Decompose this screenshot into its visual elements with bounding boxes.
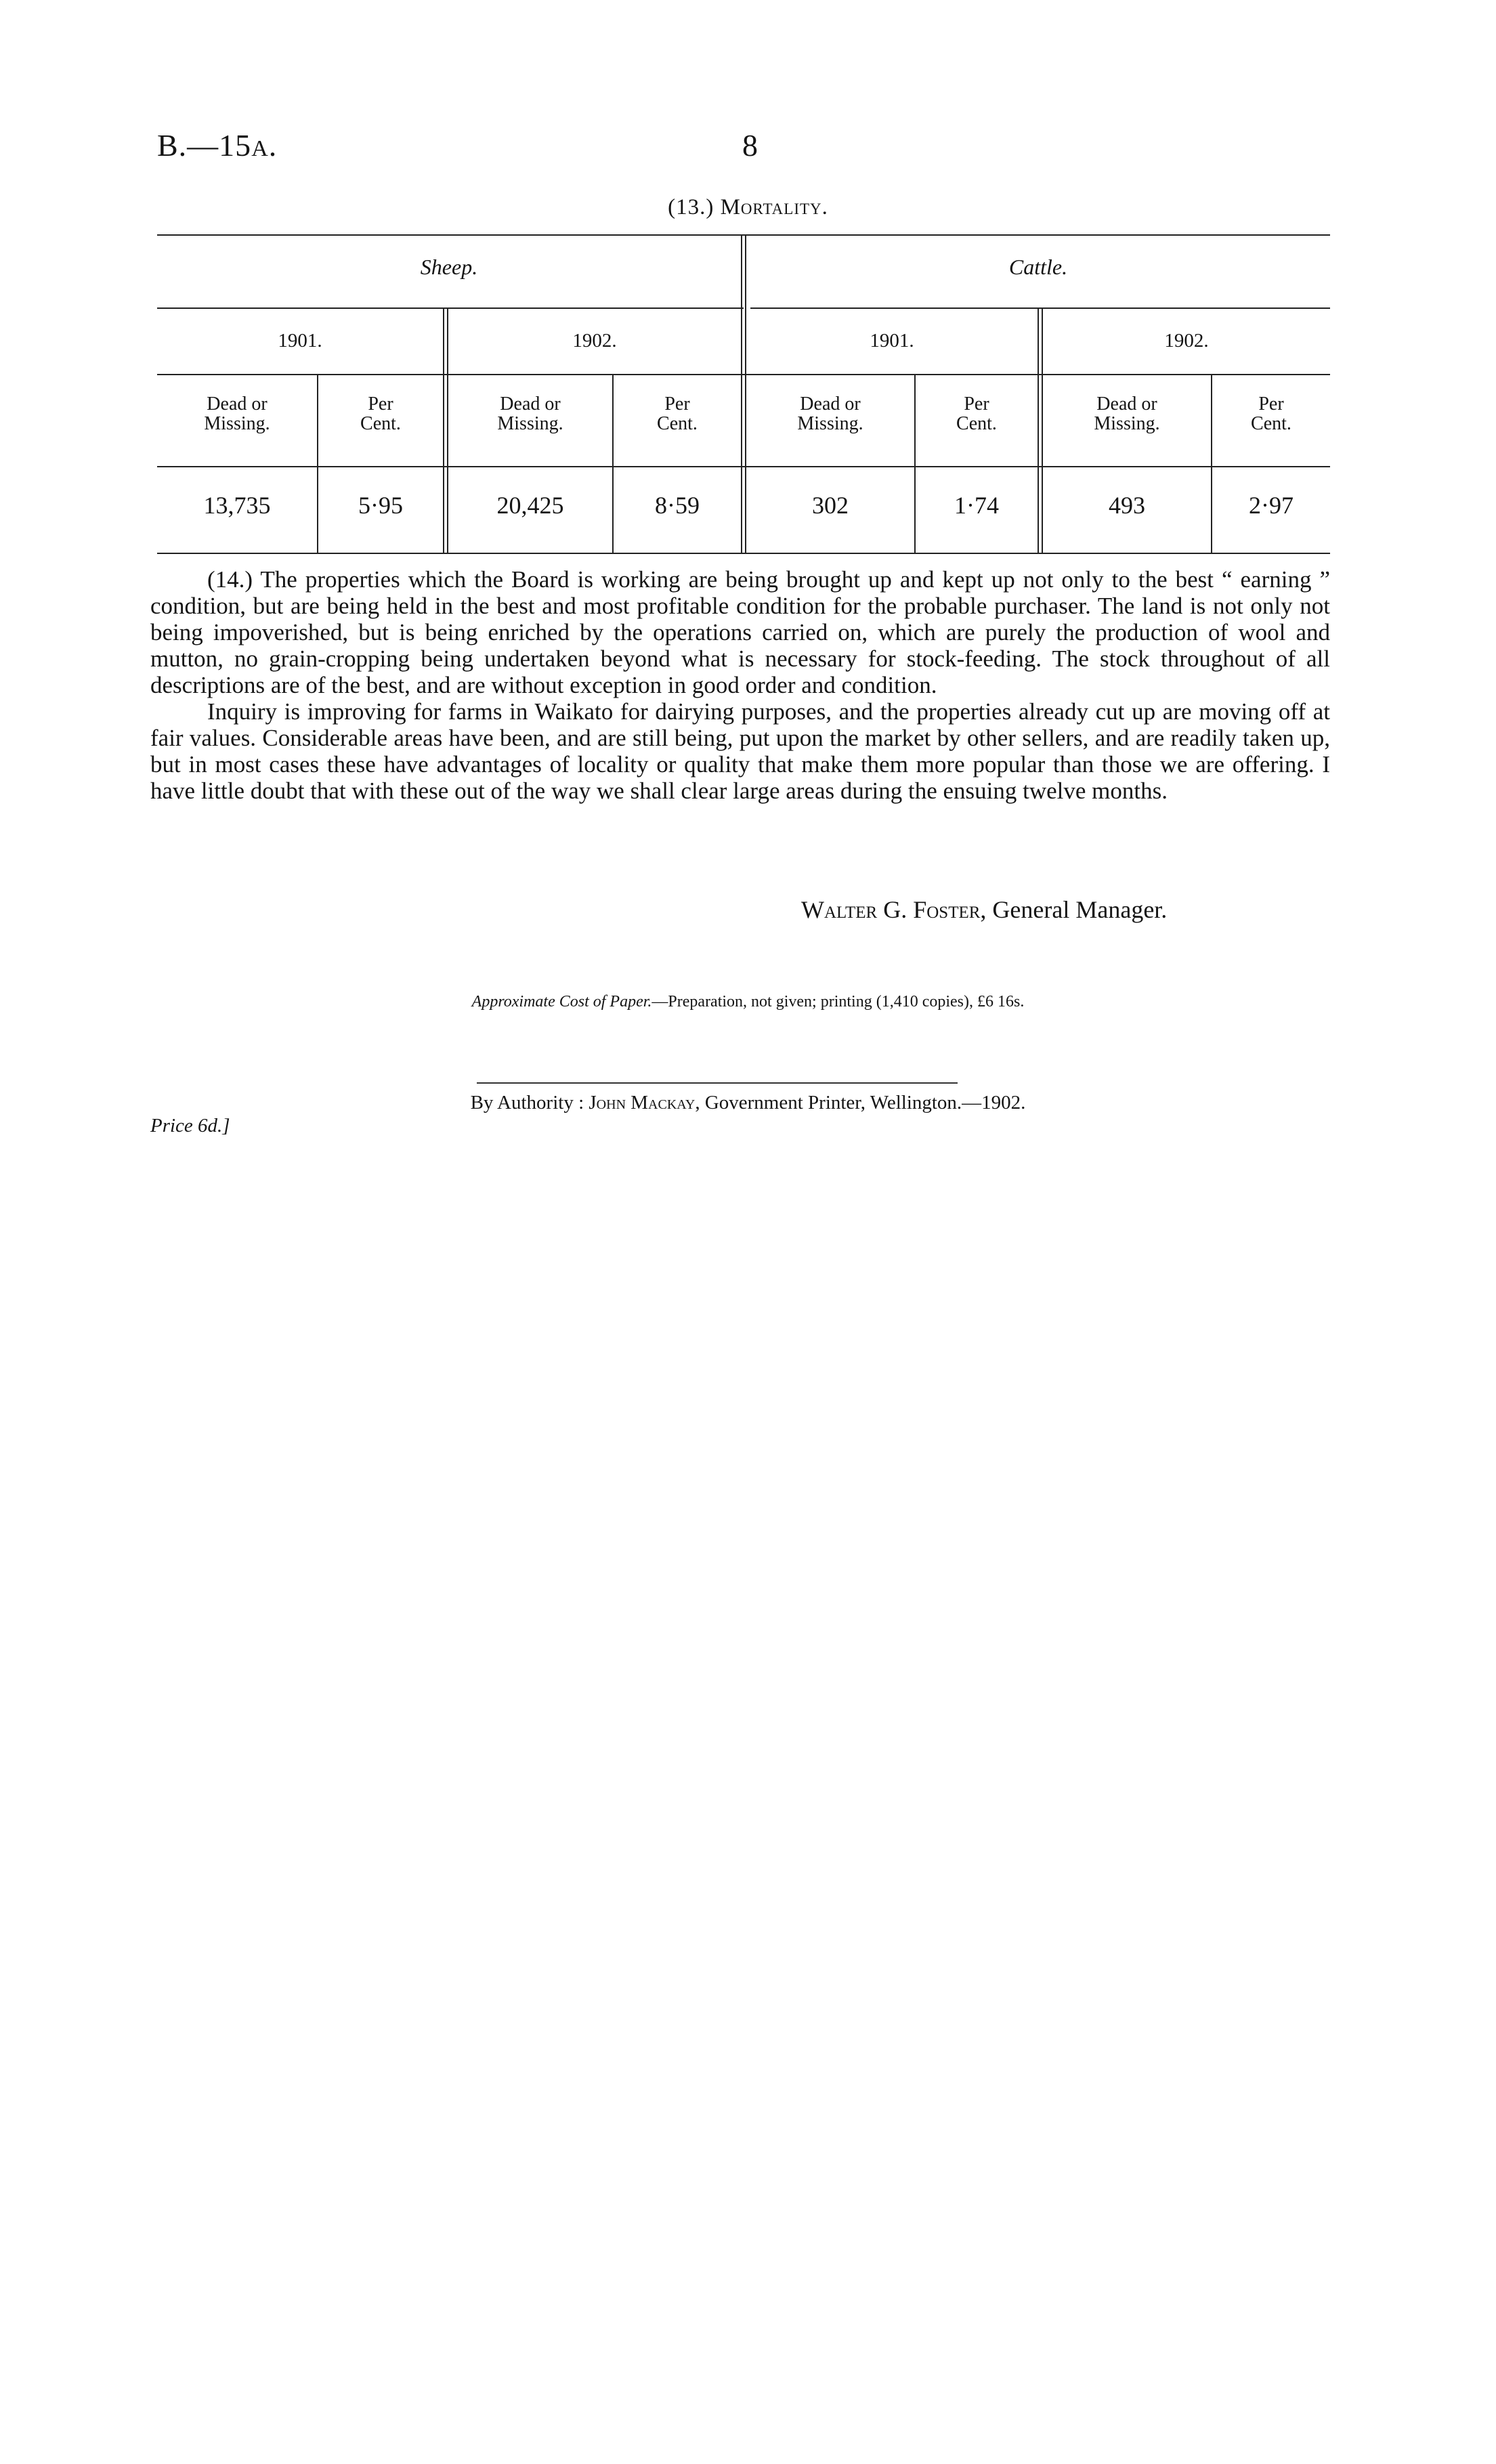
column-header: Dead or Missing. <box>1094 394 1160 435</box>
table-cell: 1·74 <box>954 492 999 519</box>
year-header: 1901. <box>278 330 322 352</box>
column-header: Per Cent. <box>956 394 997 435</box>
paragraph-14: (14.) The properties which the Board is working are being brought up and kept up not only to the best “ earning ” condition, but are being held in the best and most profitable condition for the probable purchaser. The land is not only not being impoverished, but is being enriched by the operations carried on, which are purely the production of wool and mutton, no grain-cropping being undertaken beyond what is necessary for stock-feeding. The stock throughout of all descriptions are of the best, and are without exception in good order and condition. <box>150 566 1330 698</box>
year-rule <box>157 374 1330 375</box>
year-divider <box>1038 309 1039 553</box>
printer-rule <box>477 1082 958 1084</box>
year-header: 1902. <box>1164 330 1209 352</box>
table-bottom-rule <box>157 553 1330 554</box>
table-cell: 13,735 <box>203 492 271 519</box>
column-header: Dead or Missing. <box>797 394 863 435</box>
year-header: 1902. <box>572 330 617 352</box>
signature: Walter G. Foster, General Manager. <box>801 896 1168 923</box>
table-cell: 5·95 <box>358 492 403 519</box>
printer-imprint: By Authority : John Mackay, Government Printer, Wellington.—1902. <box>470 1092 1026 1113</box>
paragraph-inquiry: Inquiry is improving for farms in Waikato for dairying purposes, and the properties already cut up are moving off at fair values. Considerable areas have been, and are still being, put upon the market by other sellers, and are readily taken up, but in most cases these have advantages of locality or quality that make them more popular than those we are offering. I have little doubt that with these out of the way we shall clear large areas during the ensuing twelve months. <box>150 698 1330 804</box>
column-header: Per Cent. <box>1251 394 1291 435</box>
group-header-cattle: Cattle. <box>1008 255 1068 279</box>
table-cell: 2·97 <box>1249 492 1294 519</box>
table-cell: 8·59 <box>655 492 700 519</box>
mortality-table <box>157 234 1330 555</box>
cost-note: Approximate Cost of Paper.—Preparation, not given; printing (1,410 copies), £6 16s. <box>471 993 1025 1011</box>
table-cell: 493 <box>1109 492 1145 519</box>
page-number: 8 <box>742 128 758 163</box>
column-header: Per Cent. <box>360 394 401 435</box>
body-text <box>150 566 1330 804</box>
group-divider <box>741 234 742 554</box>
year-header: 1901. <box>870 330 914 352</box>
year-divider <box>443 309 444 553</box>
price: Price 6d.] <box>150 1115 230 1137</box>
column-header: Per Cent. <box>657 394 698 435</box>
group-header-sheep: Sheep. <box>420 255 478 279</box>
sheep-group-rule <box>157 307 744 309</box>
section-title: (13.) Mortality. <box>668 195 828 219</box>
table-cell: 302 <box>812 492 849 519</box>
table-top-rule <box>157 234 1330 236</box>
column-header: Dead or Missing. <box>497 394 563 435</box>
document-reference: B.—15A. <box>157 128 278 163</box>
column-header: Dead or Missing. <box>204 394 270 435</box>
cattle-group-rule <box>750 307 1330 309</box>
table-cell: 20,425 <box>496 492 564 519</box>
header-rule <box>157 466 1330 467</box>
